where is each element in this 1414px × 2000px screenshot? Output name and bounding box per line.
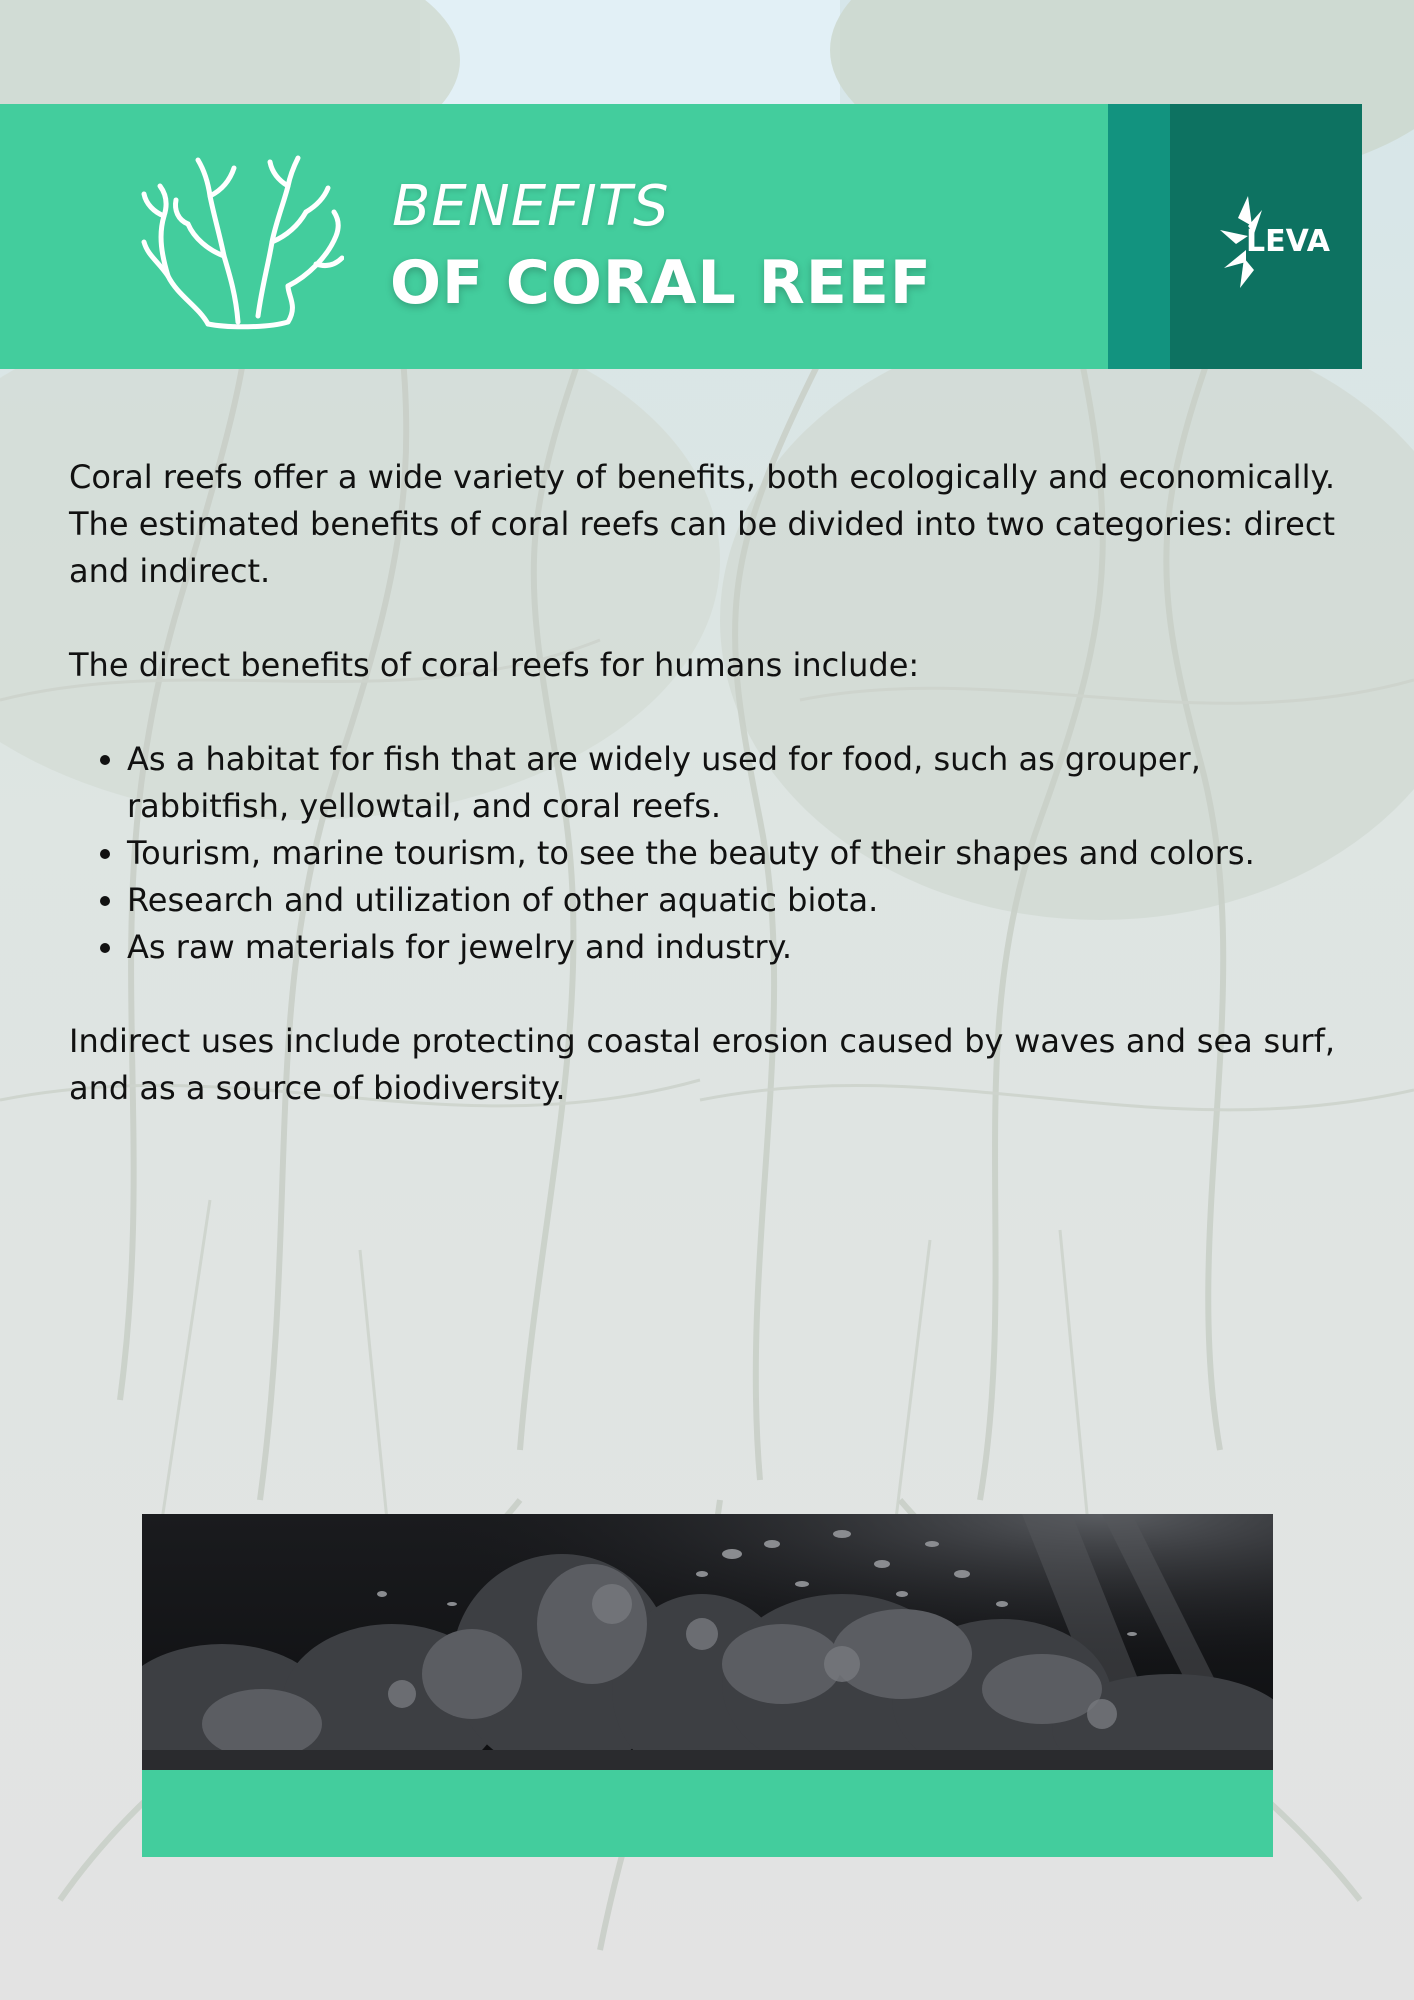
list-item: • Tourism, marine tourism, to see the beauty of their shapes and colors. bbox=[127, 830, 1335, 877]
intro-paragraph: Coral reefs offer a wide variety of benefits, both ecologically and economically. The estimated benefits of coral reefs can be divided into two categories: direct and indirect. bbox=[69, 458, 1335, 590]
footer-accent-bar bbox=[142, 1770, 1273, 1857]
direct-benefits-list bbox=[69, 736, 1335, 971]
title-line-2: OF CORAL REEF bbox=[390, 248, 932, 318]
indirect-paragraph: Indirect uses include protecting coastal erosion caused by waves and sea surf, and as a source of biodiversity. bbox=[69, 1022, 1335, 1107]
header-accent-strip bbox=[1108, 104, 1170, 369]
article-body bbox=[69, 454, 1335, 1159]
coral-icon bbox=[138, 146, 344, 330]
list-item: • As a habitat for fish that are widely used for food, such as grouper, rabbitfish, yellowtail, and coral reefs. bbox=[127, 736, 1335, 830]
list-item: • As raw materials for jewelry and industry. bbox=[127, 924, 1335, 971]
list-item: • Research and utilization of other aquatic biota. bbox=[127, 877, 1335, 924]
title-line-1: BENEFITS bbox=[392, 174, 670, 239]
brand-logo-text: LEVA bbox=[1246, 224, 1331, 259]
coral-reef-photo bbox=[142, 1514, 1273, 1770]
direct-benefits-heading: The direct benefits of coral reefs for humans include: bbox=[69, 646, 920, 684]
